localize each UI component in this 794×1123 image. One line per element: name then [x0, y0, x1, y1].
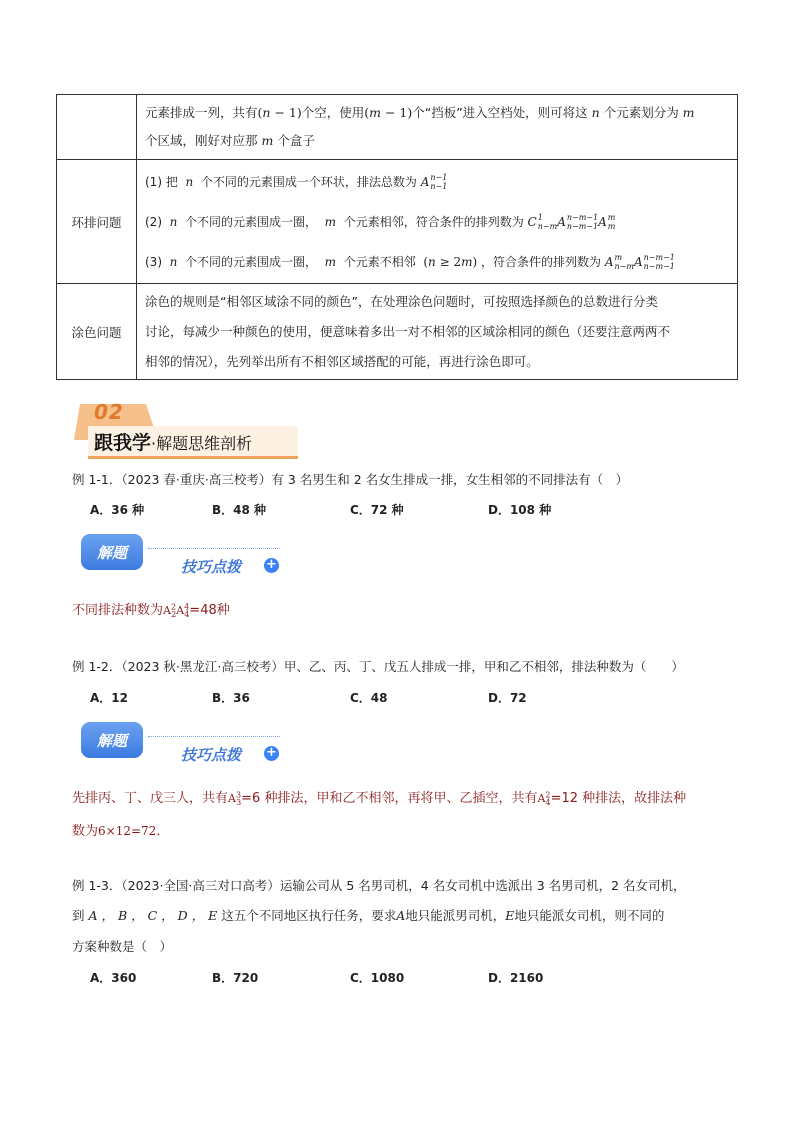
option-a[interactable]: A．12 [90, 691, 128, 705]
option-c[interactable]: C．1080 [350, 971, 405, 985]
text: 个不同的元素围成一个环状，排法总数为 [200, 174, 417, 189]
summary-table [56, 94, 738, 380]
section-title-bold: 跟我学 [94, 432, 152, 454]
content-line: 讨论，每减少一种颜色的使用，便意味着多出一对不相邻的区域涂相同的颜色（还要注意两两不 [145, 323, 671, 339]
dotted-divider [148, 548, 280, 549]
option-b[interactable]: B．720 [212, 971, 259, 985]
option-c[interactable]: C．72 种 [350, 503, 404, 517]
example-answer: 不同排法种数为$A^2_2A^4_4=48$种 [72, 602, 230, 620]
text: ，符合条件的排列数为 [481, 254, 602, 269]
tip-label: 技巧点拨 [181, 746, 242, 764]
section-title [94, 428, 252, 455]
option-b[interactable]: B．36 [212, 691, 250, 705]
text: =6 种排法，甲和乙不相邻，再将甲、乙插空，共有 [241, 791, 538, 806]
option-d[interactable]: D．108 种 [488, 503, 552, 517]
text: (1) 把 [145, 174, 178, 189]
content-line: (2) n 个不同的元素围成一圈， m 个元素相邻，符合条件的排列数为 C 1 n−m A n−m−1 n−m−1 A m m [145, 213, 616, 231]
text: =48种 [189, 603, 230, 618]
tip-label: 技巧点拨 [181, 558, 242, 576]
table-row [57, 95, 738, 160]
example-question: 例 1-2．（2023 秋·黑龙江·高三校考）甲、乙、丙、丁、戊五人排成一排，甲和乙不相邻，排法种数为（ ） [72, 659, 684, 674]
text: 个不同的元素围成一圈， [185, 214, 318, 229]
text: 地只能派男司机， [405, 908, 506, 923]
content-line: (3) n 个不同的元素围成一圈， m 个元素不相邻 (n ≥ 2m) ，符合条件的排列数为 A m n−m A n−m−1 n−m−1 [145, 253, 675, 271]
table-row [57, 284, 738, 380]
section-title-rest: ·解题思维剖析 [151, 434, 253, 453]
section-header [74, 400, 304, 458]
content-line: 个区域，刚好对应那 m 个盒子 [145, 133, 315, 148]
option-a[interactable]: A．36 种 [90, 503, 145, 517]
text: 元素排成一列，共有 [145, 105, 258, 120]
example-question-line3: 方案种数是（ ） [72, 939, 173, 954]
solution-badge: 解题 [81, 722, 143, 758]
example-question-line2: 到 A ， B ， C ， D ， E 这五个不同地区执行任务，要求A地只能派男司机，E地只能派女司机，则不同的 [72, 908, 665, 923]
row-label: 环排问题 [57, 160, 137, 284]
example-answer: 先排丙、丁、戊三人，共有$A^3_3=6$ 种排法，甲和乙不相邻，再将甲、乙插空，共有$A^2_4=12$ 种排法，故排法种 [72, 790, 687, 808]
text: 个不同的元素围成一圈， [185, 254, 318, 269]
content-line: 相邻的情况），先列举出所有不相邻区域搭配的可能，再进行涂色即可。 [145, 353, 539, 369]
plus-icon[interactable]: + [264, 558, 279, 573]
text: 个盒子 [277, 133, 315, 148]
plus-icon[interactable]: + [264, 746, 279, 761]
text: (2) [145, 214, 162, 229]
option-c[interactable]: C．48 [350, 691, 388, 705]
text: 这五个不同地区执行任务，要求 [221, 908, 397, 923]
math-expression: 6×12=72 [98, 824, 157, 838]
text: 个区域，刚好对应那 [145, 133, 258, 148]
text: 到 [72, 908, 85, 923]
text: ． [156, 824, 170, 839]
dotted-divider [148, 736, 280, 737]
text: 个空，使用 [301, 105, 365, 120]
text: 先排丙、丁、戊三人，共有 [72, 791, 229, 806]
text: 个元素不相邻 [343, 254, 416, 269]
option-d[interactable]: D．2160 [488, 971, 544, 985]
text: 个元素划分为 [603, 105, 679, 120]
text: 不同排法种数为 [72, 603, 164, 618]
text: =12 种排法，故排法种 [550, 791, 687, 806]
row-label: 涂色问题 [57, 284, 137, 380]
content-line: 涂色的规则是“相邻区域涂不同的颜色”，在处理涂色问题时，可按照选择颜色的总数进行分类 [145, 293, 658, 309]
example-question: 例 1-1．（2023 春·重庆·高三校考）有 3 名男生和 2 名女生排成一排，女生相邻的不同排法有（ ） [72, 472, 629, 487]
solution-badge: 解题 [81, 534, 143, 570]
example-answer-cont [72, 820, 169, 839]
table-row [57, 160, 738, 284]
content-line: 元素排成一列，共有(n − 1)个空，使用(m − 1)个“挡板”进入空档处，则可将这 n 个元素划分为 m [145, 105, 695, 120]
row-label [57, 95, 137, 160]
row-content [137, 95, 738, 160]
section-number: 02 [94, 400, 124, 424]
row-content [137, 284, 738, 380]
row-content [137, 160, 738, 284]
text: 个元素相邻，符合条件的排列数为 [343, 214, 524, 229]
option-a[interactable]: A．360 [90, 971, 137, 985]
content-line: (1) 把 n 个不同的元素围成一个环状，排法总数为 A n−1 n−1 [145, 173, 448, 191]
example-question: 例 1-3．（2023·全国·高三对口高考）运输公司从 5 名男司机，4 名女司机中选派出 3 名男司机，2 名女司机， [72, 878, 686, 893]
text: 地只能派女司机，则不同的 [514, 908, 665, 923]
option-b[interactable]: B．48 种 [212, 503, 267, 517]
text: 个“挡板”进入空档处，则可将这 [412, 105, 588, 120]
text: 数为 [72, 824, 99, 839]
option-d[interactable]: D．72 [488, 691, 527, 705]
text: (3) [145, 254, 162, 269]
